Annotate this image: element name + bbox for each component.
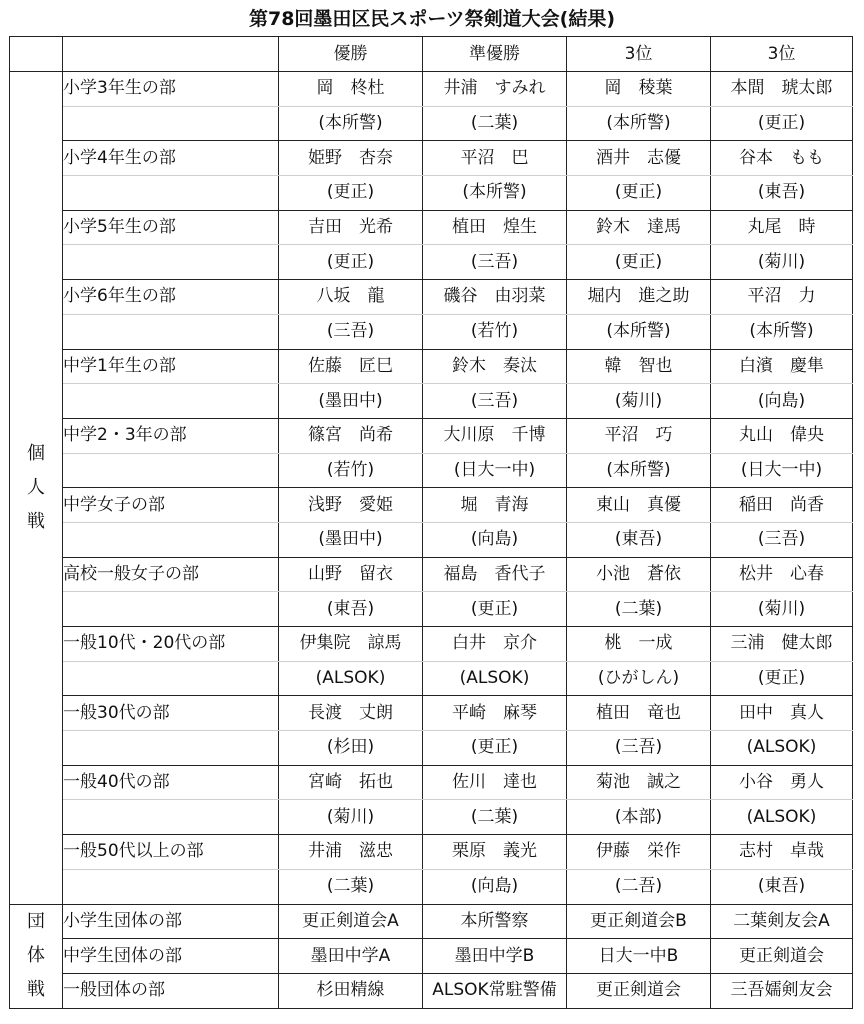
team-row	[10, 904, 853, 939]
category-label: 小学生団体の部	[63, 904, 279, 939]
winner-name: 福島 香代子	[423, 557, 567, 592]
winner-club: (日大一中)	[711, 453, 853, 488]
winner-club: (菊川)	[711, 245, 853, 280]
individual-club-row	[10, 245, 853, 280]
winner-name: 白井 京介	[423, 627, 567, 662]
winner-name: 浅野 愛姫	[279, 488, 423, 523]
winner-club: (菊川)	[279, 800, 423, 835]
individual-section-char: 人	[27, 476, 45, 498]
category-blank	[63, 245, 279, 280]
individual-name-row	[10, 627, 853, 662]
winner-club: (若竹)	[423, 314, 567, 349]
winner-club: (更正)	[711, 106, 853, 141]
winner-name: 岡 柊杜	[279, 72, 423, 107]
winner-name: 本間 琥太郎	[711, 72, 853, 107]
category-label: 小学6年生の部	[63, 280, 279, 315]
team-name: 更正剣道会	[567, 973, 711, 1008]
individual-section-label	[27, 437, 45, 539]
winner-name: 稲田 尚香	[711, 488, 853, 523]
winner-club: (菊川)	[567, 384, 711, 419]
winner-name: 堀 青海	[423, 488, 567, 523]
team-name: ALSOK常駐警備	[423, 973, 567, 1008]
individual-club-row	[10, 800, 853, 835]
winner-name: 谷本 もも	[711, 141, 853, 176]
winner-club: (東吾)	[711, 869, 853, 904]
winner-name: 伊藤 栄作	[567, 835, 711, 870]
winner-name: 大川原 千博	[423, 418, 567, 453]
individual-name-row	[10, 72, 853, 107]
category-label: 中学女子の部	[63, 488, 279, 523]
team-name: 杉田精線	[279, 973, 423, 1008]
category-blank	[63, 453, 279, 488]
winner-club: (ALSOK)	[711, 800, 853, 835]
winner-name: 東山 真優	[567, 488, 711, 523]
individual-club-row	[10, 176, 853, 211]
winner-name: 菊池 誠之	[567, 765, 711, 800]
winner-club: (東吾)	[711, 176, 853, 211]
winner-club: (ひがしん)	[567, 661, 711, 696]
winner-name: 丸山 偉央	[711, 418, 853, 453]
results-table	[9, 36, 853, 1009]
team-name: 墨田中学B	[423, 939, 567, 974]
winner-name: 白濱 慶隼	[711, 349, 853, 384]
team-section-char: 団	[27, 911, 45, 933]
winner-name: 栗原 義光	[423, 835, 567, 870]
team-name: 本所警察	[423, 904, 567, 939]
header-blank-category	[63, 37, 279, 72]
category-label: 一般50代以上の部	[63, 835, 279, 870]
winner-club: (菊川)	[711, 592, 853, 627]
category-blank	[63, 314, 279, 349]
header-third-a: 3位	[567, 37, 711, 72]
winner-name: 桃 一成	[567, 627, 711, 662]
winner-club: (二葉)	[423, 106, 567, 141]
team-name: 三吾嬬剣友会	[711, 973, 853, 1008]
winner-name: 韓 智也	[567, 349, 711, 384]
winner-club: (本部)	[567, 800, 711, 835]
team-section	[10, 904, 63, 1008]
individual-name-row	[10, 696, 853, 731]
winner-name: 志村 卓哉	[711, 835, 853, 870]
individual-name-row	[10, 280, 853, 315]
winner-club: (更正)	[423, 592, 567, 627]
winner-name: 小谷 勇人	[711, 765, 853, 800]
team-row	[10, 939, 853, 974]
category-label: 一般30代の部	[63, 696, 279, 731]
category-blank	[63, 176, 279, 211]
winner-club: (三吾)	[423, 384, 567, 419]
category-label: 中学1年生の部	[63, 349, 279, 384]
individual-name-row	[10, 488, 853, 523]
winner-name: 平沼 力	[711, 280, 853, 315]
individual-section-char: 戦	[27, 510, 45, 532]
winner-club: (本所警)	[711, 314, 853, 349]
winner-name: 田中 真人	[711, 696, 853, 731]
category-label: 一般40代の部	[63, 765, 279, 800]
winner-name: 小池 蒼依	[567, 557, 711, 592]
team-name: 更正剣道会	[711, 939, 853, 974]
winner-club: (ALSOK)	[423, 661, 567, 696]
winner-club: (二吾)	[567, 869, 711, 904]
winner-club: (ALSOK)	[711, 731, 853, 766]
winner-club: (三吾)	[423, 245, 567, 280]
winner-club: (本所警)	[567, 314, 711, 349]
team-name: 更正剣道会B	[567, 904, 711, 939]
winner-club: (ALSOK)	[279, 661, 423, 696]
winner-club: (東吾)	[567, 522, 711, 557]
winner-club: (向島)	[711, 384, 853, 419]
winner-club: (更正)	[279, 245, 423, 280]
team-section-char: 体	[27, 945, 45, 967]
team-name: 二葉剣友会A	[711, 904, 853, 939]
winner-name: 平沼 巴	[423, 141, 567, 176]
category-label: 小学4年生の部	[63, 141, 279, 176]
individual-club-row	[10, 106, 853, 141]
team-name: 墨田中学A	[279, 939, 423, 974]
winner-name: 植田 煌生	[423, 210, 567, 245]
individual-name-row	[10, 765, 853, 800]
header-champion: 優勝	[279, 37, 423, 72]
category-label: 一般団体の部	[63, 973, 279, 1008]
winner-name: 植田 竜也	[567, 696, 711, 731]
winner-name: 伊集院 諒馬	[279, 627, 423, 662]
winner-club: (更正)	[279, 176, 423, 211]
individual-section	[10, 72, 63, 905]
winner-club: (本所警)	[567, 106, 711, 141]
winner-name: 井浦 すみれ	[423, 72, 567, 107]
winner-club: (向島)	[423, 522, 567, 557]
category-label: 一般10代・20代の部	[63, 627, 279, 662]
winner-club: (日大一中)	[423, 453, 567, 488]
winner-club: (本所警)	[423, 176, 567, 211]
winner-club: (本所警)	[279, 106, 423, 141]
winner-club: (向島)	[423, 869, 567, 904]
winner-club: (三吾)	[567, 731, 711, 766]
winner-club: (更正)	[567, 176, 711, 211]
team-name: 日大一中B	[567, 939, 711, 974]
individual-name-row	[10, 835, 853, 870]
winner-name: 平崎 麻琴	[423, 696, 567, 731]
individual-name-row	[10, 557, 853, 592]
team-row	[10, 973, 853, 1008]
individual-name-row	[10, 210, 853, 245]
winner-club: (本所警)	[567, 453, 711, 488]
winner-name: 磯谷 由羽菜	[423, 280, 567, 315]
header-blank	[10, 37, 63, 72]
winner-name: 八坂 龍	[279, 280, 423, 315]
individual-club-row	[10, 384, 853, 419]
header-runner-up: 準優勝	[423, 37, 567, 72]
winner-club: (杉田)	[279, 731, 423, 766]
individual-club-row	[10, 661, 853, 696]
winner-name: 松井 心春	[711, 557, 853, 592]
team-section-label	[27, 905, 45, 1007]
winner-club: (更正)	[423, 731, 567, 766]
page-title: 第78回墨田区民スポーツ祭剣道大会(結果)	[248, 8, 616, 30]
winner-name: 井浦 滋忠	[279, 835, 423, 870]
category-blank	[63, 731, 279, 766]
category-blank	[63, 384, 279, 419]
winner-club: (更正)	[567, 245, 711, 280]
winner-name: 姫野 杏奈	[279, 141, 423, 176]
winner-club: (墨田中)	[279, 384, 423, 419]
individual-club-row	[10, 522, 853, 557]
winner-club: (三吾)	[279, 314, 423, 349]
winner-club: (更正)	[711, 661, 853, 696]
category-blank	[63, 106, 279, 141]
winner-name: 佐藤 匠巳	[279, 349, 423, 384]
category-blank	[63, 800, 279, 835]
winner-name: 三浦 健太郎	[711, 627, 853, 662]
winner-club: (二葉)	[567, 592, 711, 627]
individual-section-char: 個	[27, 442, 45, 464]
individual-name-row	[10, 141, 853, 176]
winner-club: (二葉)	[279, 869, 423, 904]
individual-club-row	[10, 592, 853, 627]
individual-name-row	[10, 418, 853, 453]
winner-name: 岡 稜葉	[567, 72, 711, 107]
individual-club-row	[10, 453, 853, 488]
winner-name: 堀内 進之助	[567, 280, 711, 315]
category-label: 小学3年生の部	[63, 72, 279, 107]
category-label: 中学生団体の部	[63, 939, 279, 974]
header-third-b: 3位	[711, 37, 853, 72]
team-section-char: 戦	[27, 979, 45, 1001]
winner-name: 山野 留衣	[279, 557, 423, 592]
winner-name: 宮崎 拓也	[279, 765, 423, 800]
winner-name: 鈴木 奏汰	[423, 349, 567, 384]
category-label: 中学2・3年の部	[63, 418, 279, 453]
winner-club: (東吾)	[279, 592, 423, 627]
winner-name: 長渡 丈朗	[279, 696, 423, 731]
team-name: 更正剣道会A	[279, 904, 423, 939]
winner-name: 丸尾 時	[711, 210, 853, 245]
winner-club: (墨田中)	[279, 522, 423, 557]
winner-name: 平沼 巧	[567, 418, 711, 453]
individual-club-row	[10, 314, 853, 349]
individual-club-row	[10, 869, 853, 904]
individual-club-row	[10, 731, 853, 766]
individual-name-row	[10, 349, 853, 384]
category-blank	[63, 869, 279, 904]
category-label: 小学5年生の部	[63, 210, 279, 245]
header-row	[10, 37, 853, 72]
category-blank	[63, 661, 279, 696]
winner-name: 吉田 光希	[279, 210, 423, 245]
winner-club: (三吾)	[711, 522, 853, 557]
winner-name: 佐川 達也	[423, 765, 567, 800]
winner-name: 篠宮 尚希	[279, 418, 423, 453]
winner-name: 酒井 志優	[567, 141, 711, 176]
category-blank	[63, 522, 279, 557]
winner-name: 鈴木 達馬	[567, 210, 711, 245]
category-blank	[63, 592, 279, 627]
category-label: 高校一般女子の部	[63, 557, 279, 592]
winner-club: (二葉)	[423, 800, 567, 835]
winner-club: (若竹)	[279, 453, 423, 488]
